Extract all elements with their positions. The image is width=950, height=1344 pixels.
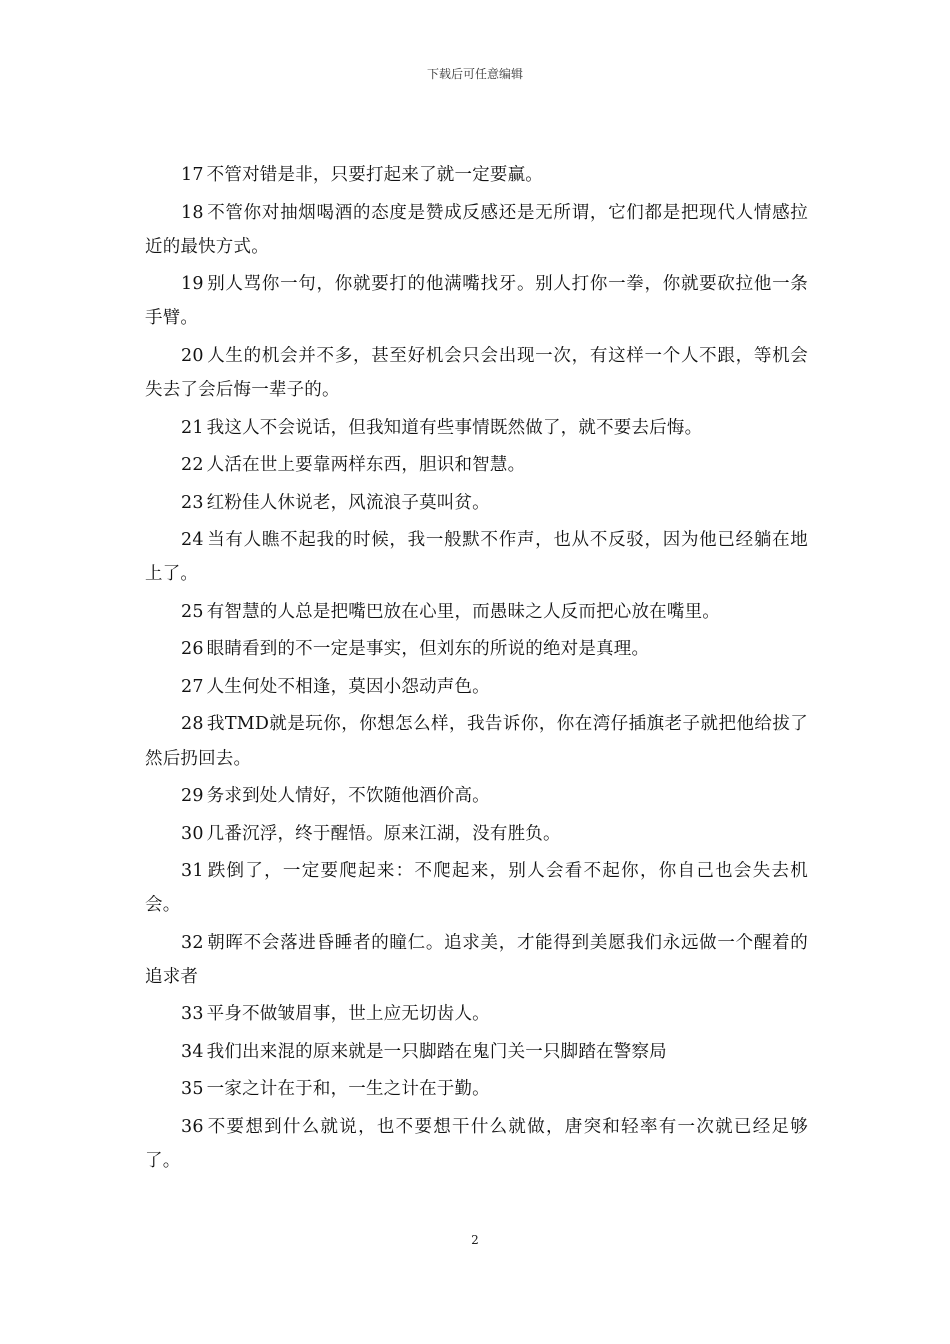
- list-item: [145, 411, 808, 445]
- entry-number: 28: [181, 714, 204, 735]
- entry-number: 34: [181, 1041, 204, 1062]
- entry-number: 27: [181, 676, 204, 697]
- entry-text: 人生何处不相逢，莫因小怨动声色。: [206, 676, 490, 697]
- page-number: 2: [471, 1233, 479, 1247]
- list-item: [145, 997, 808, 1031]
- entry-number: 26: [181, 639, 204, 660]
- entry-text: 跌倒了，一定要爬起来：不爬起来，别人会看不起你，你自己也会失去机会。: [145, 861, 808, 916]
- entry-number: 25: [181, 601, 204, 622]
- entry-text: 人生的机会并不多，甚至好机会只会出现一次，有这样一个人不跟，等机会失去了会后悔一辈子的。: [145, 345, 808, 401]
- list-item: [145, 196, 808, 264]
- list-item: [145, 486, 808, 520]
- list-item: [145, 854, 808, 922]
- entry-number: 20: [181, 345, 204, 366]
- entry-number: 22: [181, 455, 204, 476]
- list-item: [145, 158, 808, 192]
- entry-text: 不要想到什么就说，也不要想干什么就做，唐突和轻率有一次就已经足够了。: [145, 1116, 808, 1172]
- entry-text: 红粉佳人休说老，风流浪子莫叫贫。: [206, 492, 490, 513]
- list-item: [145, 1110, 808, 1178]
- entry-number: 33: [181, 1004, 204, 1025]
- document-body: [145, 158, 808, 1182]
- entry-number: 36: [181, 1116, 204, 1137]
- list-item: [145, 448, 808, 482]
- entry-text: 别人骂你一句，你就要打的他满嘴找牙。别人打你一拳，你就要砍拉他一条手臂。: [145, 274, 808, 329]
- entry-number: 35: [181, 1079, 204, 1100]
- list-item: [145, 595, 808, 629]
- entry-number: 32: [181, 932, 204, 953]
- list-item: [145, 670, 808, 704]
- entry-text: 人活在世上要靠两样东西，胆识和智慧。: [206, 455, 526, 476]
- entry-text: 我这人不会说话，但我知道有些事情既然做了，就不要去后悔。: [206, 417, 703, 438]
- page-header: 下载后可任意编辑: [426, 67, 523, 81]
- entry-number: 24: [181, 530, 204, 551]
- entry-text: 一家之计在于和，一生之计在于勤。: [206, 1079, 490, 1100]
- entry-number: 23: [181, 492, 204, 513]
- entry-text: 不管你对抽烟喝酒的态度是赞成反感还是无所谓，它们都是把现代人情感拉近的最快方式。: [145, 202, 808, 257]
- entry-number: 19: [181, 274, 204, 295]
- list-item: [145, 779, 808, 813]
- entry-text: 当有人瞧不起我的时候，我一般默不作声，也从不反驳，因为他已经躺在地上了。: [145, 530, 808, 585]
- list-item: [145, 632, 808, 666]
- entry-text: 有智慧的人总是把嘴巴放在心里，而愚昧之人反而把心放在嘴里。: [206, 601, 720, 622]
- entry-text: 我TMD就是玩你，你想怎么样，我告诉你，你在湾仔插旗老子就把他给拔了然后扔回去。: [145, 714, 808, 769]
- entry-text: 朝晖不会落进昏睡者的瞳仁。追求美，才能得到美愿我们永远做一个醒着的追求者: [145, 932, 808, 987]
- list-item: [145, 267, 808, 335]
- entry-text: 眼睛看到的不一定是事实，但刘东的所说的绝对是真理。: [206, 639, 650, 660]
- entry-number: 18: [181, 202, 204, 223]
- entry-number: 31: [181, 861, 204, 882]
- list-item: [145, 817, 808, 851]
- entry-text: 不管对错是非，只要打起来了就一定要赢。: [206, 165, 543, 185]
- entry-number: 29: [181, 786, 204, 807]
- list-item: [145, 707, 808, 775]
- list-item: [145, 339, 808, 407]
- entry-number: 30: [181, 823, 204, 844]
- list-item: [145, 926, 808, 994]
- entry-text: 我们出来混的原来就是一只脚踏在鬼门关一只脚踏在警察局: [206, 1041, 667, 1062]
- entry-text: 平身不做皱眉事，世上应无切齿人。: [206, 1004, 490, 1025]
- entry-text: 务求到处人情好，不饮随他酒价高。: [206, 786, 490, 807]
- list-item: [145, 1072, 808, 1106]
- entry-text: 几番沉浮，终于醒悟。原来江湖，没有胜负。: [206, 823, 561, 844]
- entry-number: 17: [181, 165, 204, 185]
- list-item: [145, 523, 808, 591]
- entry-number: 21: [181, 417, 204, 438]
- list-item: [145, 1035, 808, 1069]
